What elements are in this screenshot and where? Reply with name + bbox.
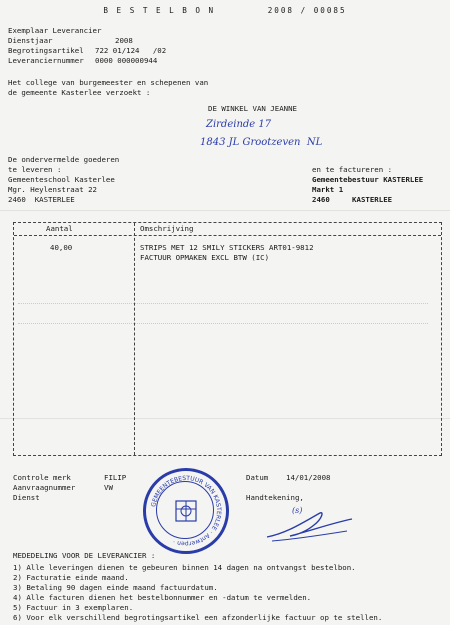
notice-item: 5) Factuur in 3 exemplaren. <box>13 603 134 612</box>
row-quantity: 40,00 <box>50 243 73 252</box>
signature-initials: (s) <box>292 506 303 515</box>
billing-city: 2460 KASTERLEE <box>312 195 393 204</box>
request-number-value: VW <box>104 483 113 492</box>
table-header <box>14 223 441 236</box>
billing-name: Gemeentebestuur KASTERLEE <box>312 175 424 184</box>
svg-text:GEMEENTEBESTUUR VAN KASTERLEE: GEMEENTEBESTUUR VAN KASTERLEE · Antwerpen · <box>150 474 223 548</box>
date-value: 14/01/2008 <box>286 473 331 482</box>
notice-item: 2) Facturatie einde maand. <box>13 573 129 582</box>
municipal-stamp <box>143 468 229 554</box>
order-number: 2008 / 00085 <box>267 6 347 15</box>
request-number-label: Aanvraagnummer <box>13 483 76 492</box>
notice-item: 1) Alle leveringen dienen te gebeuren binnen 14 dagen na ontvangst bestelbon. <box>13 563 356 572</box>
supplier-handwritten-city: 1843 JL Grootzeven NL <box>200 137 323 148</box>
supplier-number-label: Leveranciernummer <box>8 56 84 65</box>
notice-item: 4) Alle facturen dienen het bestelbonnummer en -datum te vermelden. <box>13 593 312 602</box>
control-mark-label: Controle merk <box>13 473 71 482</box>
column-divider <box>134 223 135 455</box>
supplier-name: DE WINKEL VAN JEANNE <box>208 104 297 113</box>
row-description-1: STRIPS MET 12 SMILY STICKERS ART01-9812 <box>140 243 314 252</box>
budget-article-label: Begrotingsartikel <box>8 46 84 55</box>
row-description-2: FACTUUR OPMAKEN EXCL BTW (IC) <box>140 253 270 262</box>
date-label: Datum <box>246 473 269 482</box>
control-mark-value: FILIP <box>104 473 127 482</box>
signature-label: Handtekening, <box>246 493 304 502</box>
bleed-through <box>18 323 428 325</box>
intro-line-2: de gemeente Kasterlee verzoekt : <box>8 88 151 97</box>
supplier-number-value: 0000 000000944 <box>95 56 158 65</box>
delivery-city: 2460 KASTERLEE <box>8 195 75 204</box>
supplier-handwritten-street: Zirdeinde 17 <box>206 119 272 130</box>
order-table <box>13 222 442 456</box>
intro-line-1: Het college van burgemeester en schepenen van <box>8 78 209 87</box>
service-year-label: Dienstjaar <box>8 36 53 45</box>
bleed-through <box>18 303 428 305</box>
delivery-school: Gemeenteschool Kasterlee <box>8 175 115 184</box>
delivery-intro-2: te leveren : <box>8 165 62 174</box>
delivery-intro-1: De ondervermelde goederen <box>8 155 120 164</box>
document-title <box>0 6 450 16</box>
budget-article-value: 722 01/124 /02 <box>95 46 167 55</box>
department-label: Dienst <box>13 493 40 502</box>
paper-crease <box>0 210 450 211</box>
stamp-emblem-icon <box>146 471 226 551</box>
header-description: Omschrijving <box>140 224 194 233</box>
copy-label: Exemplaar Leverancier <box>8 26 102 35</box>
notice-item: 6) Voor elk verschillend begrotingsartikel een afzonderlijke factuur op te stellen. <box>13 613 383 622</box>
billing-intro: en te factureren : <box>312 165 393 174</box>
notice-heading: MEDEDELING VOOR DE LEVERANCIER : <box>13 551 156 560</box>
notice-item: 3) Betaling 90 dagen einde maand factuurdatum. <box>13 583 218 592</box>
billing-street: Markt 1 <box>312 185 344 194</box>
title-text: B E S T E L B O N <box>103 6 216 15</box>
header-quantity: Aantal <box>46 224 73 233</box>
delivery-street: Mgr. Heylenstraat 22 <box>8 185 97 194</box>
signature-icon <box>262 505 357 545</box>
service-year-value: 2008 <box>115 36 133 45</box>
